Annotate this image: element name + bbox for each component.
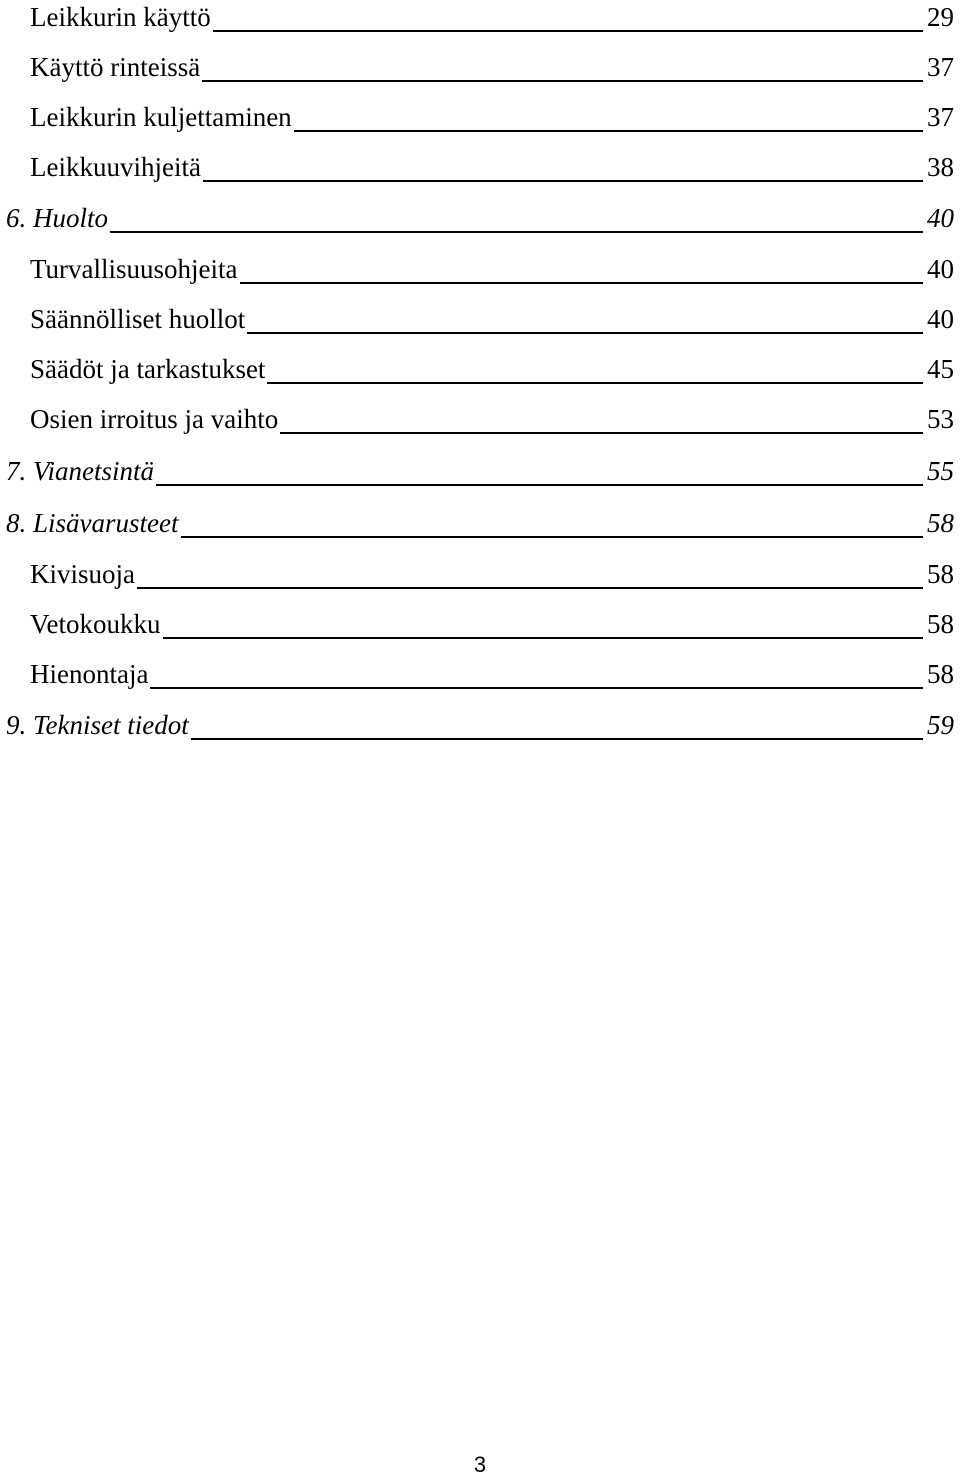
toc-entry[interactable]: [0, 657, 960, 697]
toc-entry-title: Vetokoukku: [30, 609, 161, 639]
toc-entry-page: 55: [927, 456, 954, 486]
toc-entry[interactable]: [0, 302, 960, 342]
toc-entry-page: 29: [927, 2, 954, 32]
toc-entry[interactable]: [0, 352, 960, 392]
toc-entry-page: 40: [927, 304, 954, 334]
toc-leader-line: [150, 687, 923, 689]
toc-entry-page: 38: [927, 152, 954, 182]
toc-entry-page: 58: [927, 609, 954, 639]
toc-entry-title: Hienontaja: [30, 659, 149, 689]
toc-leader-line: [202, 80, 923, 82]
toc-leader-line: [191, 738, 923, 740]
toc-leader-line: [267, 382, 923, 384]
toc-entry[interactable]: [0, 402, 960, 442]
toc-entry-title: Osien irroitus ja vaihto: [30, 404, 279, 434]
toc-leader-line: [240, 282, 923, 284]
toc-entry-page: 37: [927, 102, 954, 132]
toc-entry[interactable]: [0, 201, 960, 241]
toc-entry-title: Käyttö rinteissä: [30, 52, 201, 82]
toc-entry[interactable]: [0, 252, 960, 292]
toc-entry-page: 58: [927, 659, 954, 689]
toc-leader-line: [156, 484, 923, 486]
toc-entry-title: 6. Huolto: [6, 203, 109, 233]
toc-leader-line: [294, 130, 923, 132]
toc-leader-line: [203, 180, 923, 182]
toc-entry-title: Säännölliset huollot: [30, 304, 246, 334]
toc-entry-title: Leikkurin kuljettaminen: [30, 102, 292, 132]
toc-entry[interactable]: [0, 708, 960, 748]
toc-leader-line: [163, 637, 923, 639]
toc-entry[interactable]: [0, 50, 960, 90]
toc-entry-title: Leikkuuvihjeitä: [30, 152, 201, 182]
toc-entry-page: 45: [927, 354, 954, 384]
toc-entry-title: Turvallisuusohjeita: [30, 254, 238, 284]
toc-entry-page: 53: [927, 404, 954, 434]
toc-entry-title: Leikkurin käyttö: [30, 2, 211, 32]
page-number: 3: [473, 1452, 487, 1477]
toc-entry-title: 8. Lisävarusteet: [6, 508, 179, 538]
toc-entry[interactable]: [0, 0, 960, 40]
toc-entry-page: 40: [927, 203, 954, 233]
toc-leader-line: [247, 332, 923, 334]
toc-entry-page: 37: [927, 52, 954, 82]
toc-entry[interactable]: [0, 557, 960, 597]
toc-leader-line: [181, 536, 923, 538]
toc-entry[interactable]: [0, 506, 960, 546]
toc-entry-page: 40: [927, 254, 954, 284]
toc-entry[interactable]: [0, 454, 960, 494]
toc-entry-title: 9. Tekniset tiedot: [6, 710, 189, 740]
toc-entry[interactable]: [0, 150, 960, 190]
toc-entry-page: 59: [927, 710, 954, 740]
toc-entry[interactable]: [0, 607, 960, 647]
toc-entry-page: 58: [927, 559, 954, 589]
toc-leader-line: [137, 587, 923, 589]
toc-leader-line: [280, 432, 923, 434]
toc-entry-page: 58: [927, 508, 954, 538]
toc-entry-title: 7. Vianetsintä: [6, 456, 154, 486]
toc-leader-line: [213, 30, 923, 32]
toc-entry-title: Säädöt ja tarkastukset: [30, 354, 266, 384]
toc-entry[interactable]: [0, 100, 960, 140]
toc-leader-line: [110, 231, 923, 233]
toc-entry-title: Kivisuoja: [30, 559, 135, 589]
